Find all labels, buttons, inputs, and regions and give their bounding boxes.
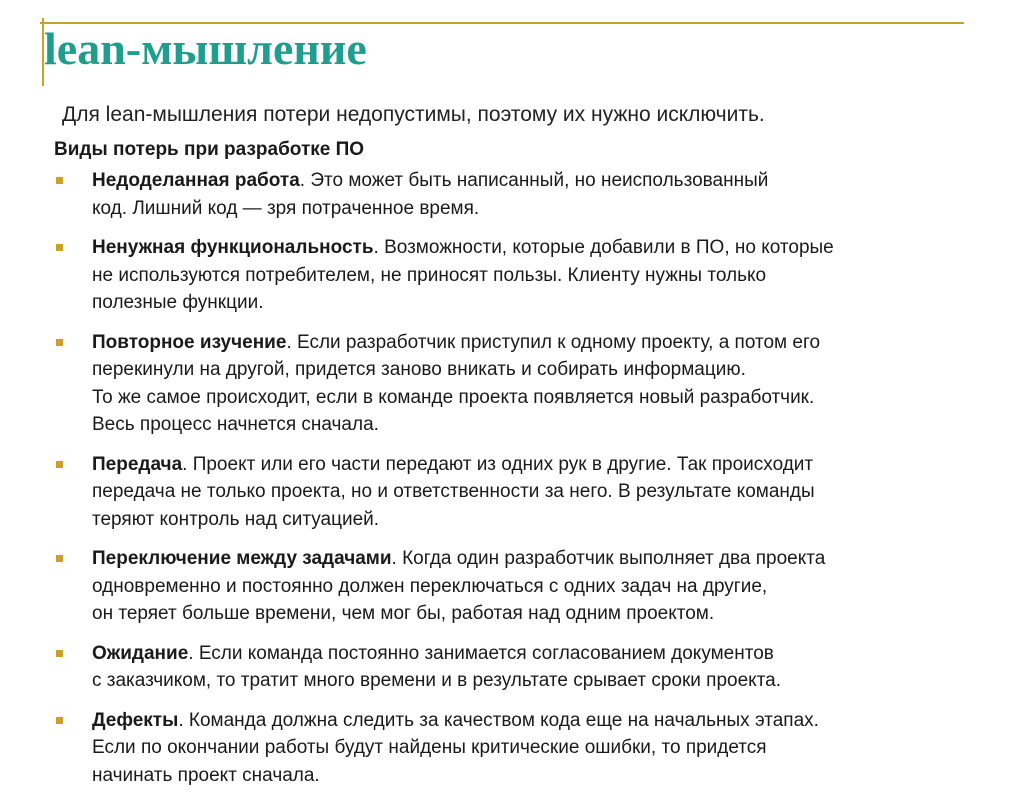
square-bullet-icon — [56, 177, 63, 184]
item-text-line: теряют контроль над ситуацией. — [92, 508, 380, 530]
item-first-line — [92, 640, 1004, 668]
item-first-line — [92, 167, 1004, 195]
square-bullet-icon — [56, 650, 63, 657]
item-text-line: То же самое происходит, если в команде проекта появляется новый разработчик. — [92, 386, 815, 408]
item-text: . Возможности, которые добавили в ПО, но которые — [373, 237, 834, 258]
square-bullet-icon — [56, 244, 63, 251]
item-text: . Команда должна следить за качеством кода еще на начальных этапах. — [178, 709, 819, 731]
item-text-line: перекинули на другой, придется заново вникать и собирать информацию. — [92, 359, 746, 380]
square-bullet-icon — [56, 717, 63, 724]
list-item — [0, 545, 1024, 628]
item-text: . Когда один разработчик выполняет два проекта — [391, 548, 826, 569]
list-item — [0, 640, 1024, 695]
item-text: . Если команда постоянно занимается согласованием документов — [188, 642, 774, 664]
waste-name: Дефекты — [92, 709, 179, 731]
item-text-line: Весь процесс начнется сначала. — [92, 414, 379, 435]
item-text-line: начинать проект сначала. — [92, 764, 320, 786]
list-item — [0, 451, 1024, 534]
item-text: . Проект или его части передают из одних рук в другие. Так происходит — [182, 453, 814, 475]
square-bullet-icon — [56, 339, 63, 346]
item-text-line: он теряет больше времени, чем мог бы, работая над одним проектом. — [92, 603, 715, 624]
item-first-line — [92, 545, 1004, 573]
waste-types-list — [0, 167, 1024, 801]
item-first-line — [92, 451, 1004, 479]
waste-name: Повторное изучение — [92, 331, 287, 353]
list-item — [0, 707, 1024, 790]
intro-text: Для lean-мышления потери недопустимы, поэтому их нужно исключить. — [62, 103, 765, 126]
slide-title: lean-мышление — [44, 23, 367, 74]
waste-name: Ожидание — [92, 642, 189, 664]
waste-types-heading: Виды потерь при разработке ПО — [54, 139, 365, 160]
item-first-line — [92, 707, 1004, 735]
waste-name: Передача — [92, 453, 183, 475]
item-first-line — [92, 329, 1004, 357]
item-text-line: одновременно и постоянно должен переключаться с одних задач на другие, — [92, 575, 768, 597]
waste-name: Переключение между задачами — [92, 548, 392, 569]
item-first-line — [92, 234, 1004, 262]
list-item — [0, 329, 1024, 439]
item-text-line: не используются потребителем, не приносят пользы. Клиенту нужны только — [92, 264, 767, 286]
item-text-line: код. Лишний код — зря потраченное время. — [92, 197, 480, 219]
item-text: . Это может быть написанный, но неиспользованный — [299, 170, 769, 191]
item-text-line: с заказчиком, то тратит много времени и в результате срывает сроки проекта. — [92, 670, 782, 691]
list-item — [0, 167, 1024, 222]
square-bullet-icon — [56, 461, 63, 468]
item-text: . Если разработчик приступил к одному проекту, а потом его — [286, 331, 821, 353]
item-text-line: передача не только проекта, но и ответственности за него. В результате команды — [92, 481, 815, 502]
waste-name: Недоделанная работа — [92, 170, 300, 191]
item-text-line: полезные функции. — [92, 292, 264, 313]
waste-name: Ненужная функциональность — [92, 237, 374, 258]
square-bullet-icon — [56, 555, 63, 562]
item-text-line: Если по окончании работы будут найдены критические ошибки, то придется — [92, 737, 767, 758]
list-item — [0, 234, 1024, 317]
